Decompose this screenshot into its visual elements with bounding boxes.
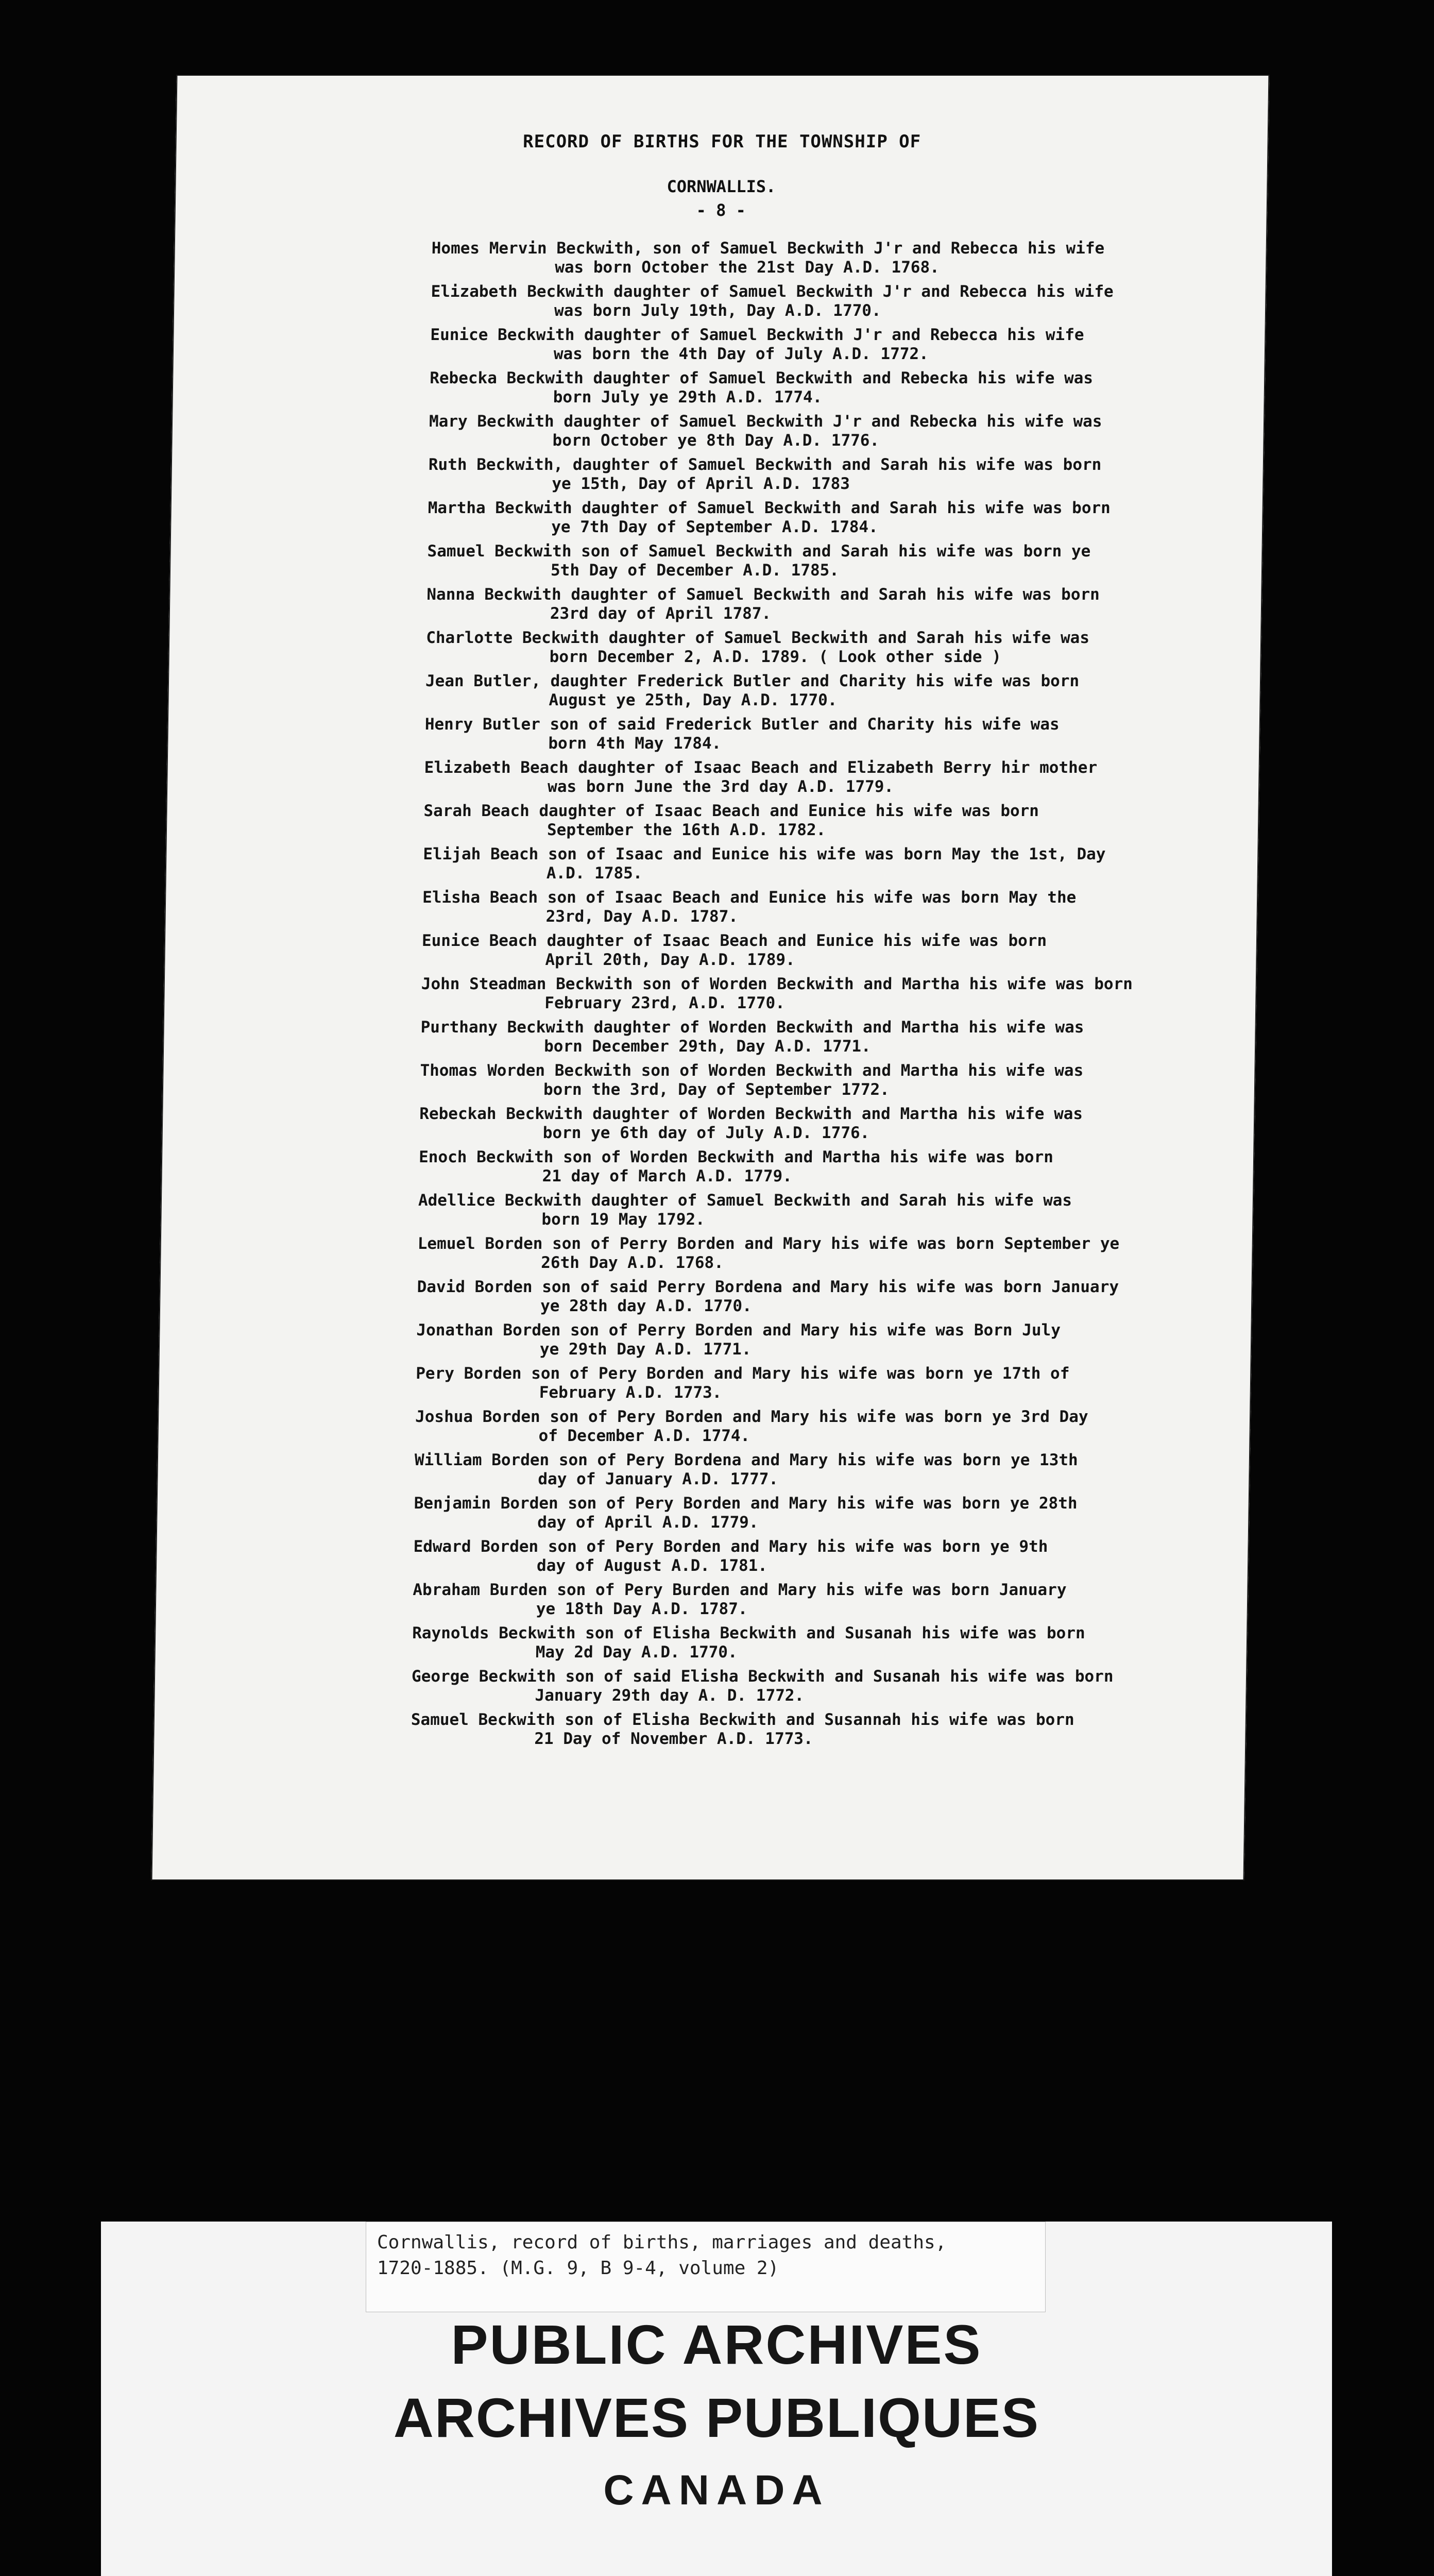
archive-stamp-english: PUBLIC ARCHIVES [451,2313,982,2376]
birth-record-line-1: Rebeckah Beckwith daughter of Worden Beckwith and Martha his wife was [419,1105,1083,1123]
birth-record-entry [418,1191,1232,1229]
birth-record-line-2: April 20th, Day A.D. 1789. [545,951,795,969]
birth-record-entry [416,1320,1231,1359]
birth-record-line-1: Eunice Beckwith daughter of Samuel Beckwith J'r and Rebecca his wife [430,326,1084,344]
birth-record-entry [414,1494,1228,1532]
birth-record-line-2: 21 Day of November A.D. 1773. [534,1730,813,1748]
birth-record-line-2: was born the 4th Day of July A.D. 1772. [553,345,929,363]
birth-record-line-2: born December 2, A.D. 1789. ( Look other side ) [549,648,1002,666]
birth-record-line-1: Lemuel Borden son of Perry Borden and Mary his wife was born September ye [417,1234,1120,1253]
birth-record-entry [423,844,1237,883]
birth-record-line-1: William Borden son of Pery Bordena and Mary his wife was born ye 13th [414,1451,1078,1469]
birth-record-line-1: Jean Butler, daughter Frederick Butler and Charity his wife was born [425,672,1080,690]
birth-record-line-2: ye 18th Day A.D. 1787. [536,1600,748,1618]
birth-record-entry [427,541,1241,580]
birth-record-line-1: Eunice Beach daughter of Isaac Beach and Eunice his wife was born [421,931,1047,950]
birth-record-line-1: George Beckwith son of said Elisha Beckwith and Susanah his wife was born [411,1667,1114,1686]
birth-record-entry [425,671,1239,709]
birth-record-entry [413,1537,1227,1575]
birth-record-line-1: Samuel Beckwith son of Samuel Beckwith and Sarah his wife was born ye [427,542,1091,561]
birth-record-line-2: February A.D. 1773. [539,1383,722,1402]
birth-record-line-2: of December A.D. 1774. [538,1427,750,1445]
birth-record-line-2: ye 15th, Day of April A.D. 1783 [552,474,850,493]
birth-record-line-2: ye 7th Day of September A.D. 1784. [551,518,879,536]
birth-record-entry [429,412,1243,450]
birth-record-line-1: Elizabeth Beckwith daughter of Samuel Beckwith J'r and Rebecca his wife [431,282,1114,301]
birth-record-entry [420,1018,1235,1056]
birth-record-entry [428,455,1242,493]
birth-record-line-1: Mary Beckwith daughter of Samuel Beckwith J'r and Rebecka his wife was [429,412,1102,431]
birth-record-entry [419,1104,1234,1142]
birth-record-line-1: Elijah Beach son of Isaac and Eunice his wife was born May the 1st, Day [423,845,1106,863]
birth-record-list [411,239,1245,1753]
birth-record-entry [431,239,1245,277]
birth-record-entry [426,585,1241,623]
birth-record-line-1: Abraham Burden son of Pery Burden and Mary his wife was born January [413,1581,1067,1599]
birth-record-line-2: ye 28th day A.D. 1770. [540,1297,752,1315]
birth-record-entry [429,368,1243,406]
birth-record-line-1: Henry Butler son of said Frederick Butler and Charity his wife was [424,715,1060,734]
birth-record-line-2: ye 29th Day A.D. 1771. [539,1340,752,1359]
catalog-card-line-1: Cornwallis, record of births, marriages and deaths, [377,2232,947,2253]
birth-record-entry [413,1580,1227,1618]
birth-record-entry [428,498,1242,536]
birth-record-line-2: was born July 19th, Day A.D. 1770. [554,301,881,320]
birth-record-entry [421,931,1236,969]
birth-record-line-1: Adellice Beckwith daughter of Samuel Beckwith and Sarah his wife was [418,1191,1072,1210]
birth-record-line-2: was born October the 21st Day A.D. 1768. [554,258,940,277]
birth-record-line-1: Benjamin Borden son of Pery Borden and Mary his wife was born ye 28th [414,1494,1078,1513]
catalog-card-line-2: 1720-1885. (M.G. 9, B 9-4, volume 2) [377,2258,779,2279]
birth-record-line-2: born the 3rd, Day of September 1772. [543,1080,890,1099]
birth-record-line-2: 26th Day A.D. 1768. [541,1253,724,1272]
birth-record-line-1: Nanna Beckwith daughter of Samuel Beckwith and Sarah his wife was born [426,585,1100,604]
birth-record-entry [417,1234,1232,1272]
birth-record-entry [418,1147,1233,1185]
birth-record-line-2: January 29th day A. D. 1772. [535,1686,805,1705]
birth-record-line-1: Thomas Worden Beckwith son of Worden Beckwith and Martha his wife was [420,1061,1084,1080]
birth-record-line-2: born December 29th, Day A.D. 1771. [543,1037,871,1056]
birth-record-entry [414,1450,1228,1488]
document-content [151,75,1270,1880]
birth-record-line-2: 23rd day of April 1787. [550,604,772,623]
archive-stamp-country: CANADA [603,2467,830,2514]
birth-record-line-2: September the 16th A.D. 1782. [547,821,826,839]
birth-record-line-1: Joshua Borden son of Pery Borden and Mary his wife was born ye 3rd Day [415,1408,1088,1426]
birth-record-entry [421,974,1235,1012]
birth-record-line-2: born October ye 8th Day A.D. 1776. [552,431,880,450]
birth-record-line-2: day of August A.D. 1781. [536,1556,768,1575]
birth-record-entry [416,1364,1230,1402]
birth-record-line-1: Elizabeth Beach daughter of Isaac Beach and Elizabeth Berry hir mother [424,758,1098,777]
birth-record-entry [423,801,1238,839]
birth-record-entry [430,325,1244,363]
birth-record-line-2: 21 day of March A.D. 1779. [542,1167,793,1185]
birth-record-line-2: born 4th May 1784. [548,734,722,753]
birth-record-line-1: Purthany Beckwith daughter of Worden Beckwith and Martha his wife was [420,1018,1084,1037]
archive-label-strip [101,2222,1332,2576]
birth-record-entry [431,282,1245,320]
birth-record-line-2: day of April A.D. 1779. [537,1513,759,1532]
page-number: - 8 - [696,200,746,220]
birth-record-entry [417,1277,1231,1315]
birth-record-line-1: Jonathan Borden son of Perry Borden and Mary his wife was Born July [416,1321,1061,1340]
birth-record-line-2: 5th Day of December A.D. 1785. [550,561,840,580]
birth-record-line-1: Samuel Beckwith son of Elisha Beckwith and Susannah his wife was born [411,1710,1074,1729]
document-title: RECORD OF BIRTHS FOR THE TOWNSHIP OF [522,131,921,152]
birth-record-entry [424,758,1238,796]
birth-record-line-2: May 2d Day A.D. 1770. [535,1643,738,1662]
birth-record-line-2: day of January A.D. 1777. [538,1470,779,1488]
birth-record-line-1: Edward Borden son of Pery Borden and Mary his wife was born ye 9th [413,1537,1048,1556]
birth-record-entry [412,1623,1226,1662]
archive-stamp-french: ARCHIVES PUBLIQUES [393,2386,1040,2449]
birth-record-line-2: A.D. 1785. [546,864,643,883]
birth-record-line-2: was born June the 3rd day A.D. 1779. [547,777,894,796]
birth-record-line-1: Enoch Beckwith son of Worden Beckwith and Martha his wife was born [418,1148,1054,1166]
birth-record-line-1: John Steadman Beckwith son of Worden Beckwith and Martha his wife was born [421,975,1133,993]
birth-record-line-2: August ye 25th, Day A.D. 1770. [549,691,838,709]
birth-record-line-2: born ye 6th day of July A.D. 1776. [542,1124,870,1142]
birth-record-line-1: Elisha Beach son of Isaac Beach and Eunice his wife was born May the [422,888,1077,907]
birth-record-entry [411,1710,1225,1748]
birth-record-line-2: 23rd, Day A.D. 1787. [545,907,739,926]
birth-record-entry [420,1061,1234,1099]
birth-record-line-1: Sarah Beach daughter of Isaac Beach and Eunice his wife was born [423,802,1039,820]
birth-record-line-2: born July ye 29th A.D. 1774. [553,388,823,406]
birth-record-entry [422,888,1236,926]
catalog-card [366,2222,1046,2312]
birth-record-line-1: Charlotte Beckwith daughter of Samuel Beckwith and Sarah his wife was [425,629,1090,647]
birth-record-line-1: Pery Borden son of Pery Borden and Mary his wife was born ye 17th of [416,1364,1070,1383]
birth-record-line-1: Ruth Beckwith, daughter of Samuel Beckwith and Sarah his wife was born [428,455,1102,474]
document-page [151,75,1270,1880]
township-name: CORNWALLIS. [667,177,776,196]
birth-record-line-1: Homes Mervin Beckwith, son of Samuel Beckwith J'r and Rebecca his wife [431,239,1105,258]
birth-record-line-2: born 19 May 1792. [541,1210,705,1229]
birth-record-entry [415,1407,1229,1445]
birth-record-line-1: Rebecka Beckwith daughter of Samuel Beckwith and Rebecka his wife was [429,369,1094,387]
birth-record-line-2: February 23rd, A.D. 1770. [544,994,786,1012]
birth-record-entry [411,1667,1225,1705]
birth-record-line-1: Raynolds Beckwith son of Elisha Beckwith and Susanah his wife was born [412,1624,1085,1642]
birth-record-line-1: David Borden son of said Perry Bordena and Mary his wife was born January [417,1278,1119,1296]
birth-record-entry [425,628,1240,666]
birth-record-line-1: Martha Beckwith daughter of Samuel Beckwith and Sarah his wife was born [428,499,1111,517]
birth-record-entry [424,715,1239,753]
